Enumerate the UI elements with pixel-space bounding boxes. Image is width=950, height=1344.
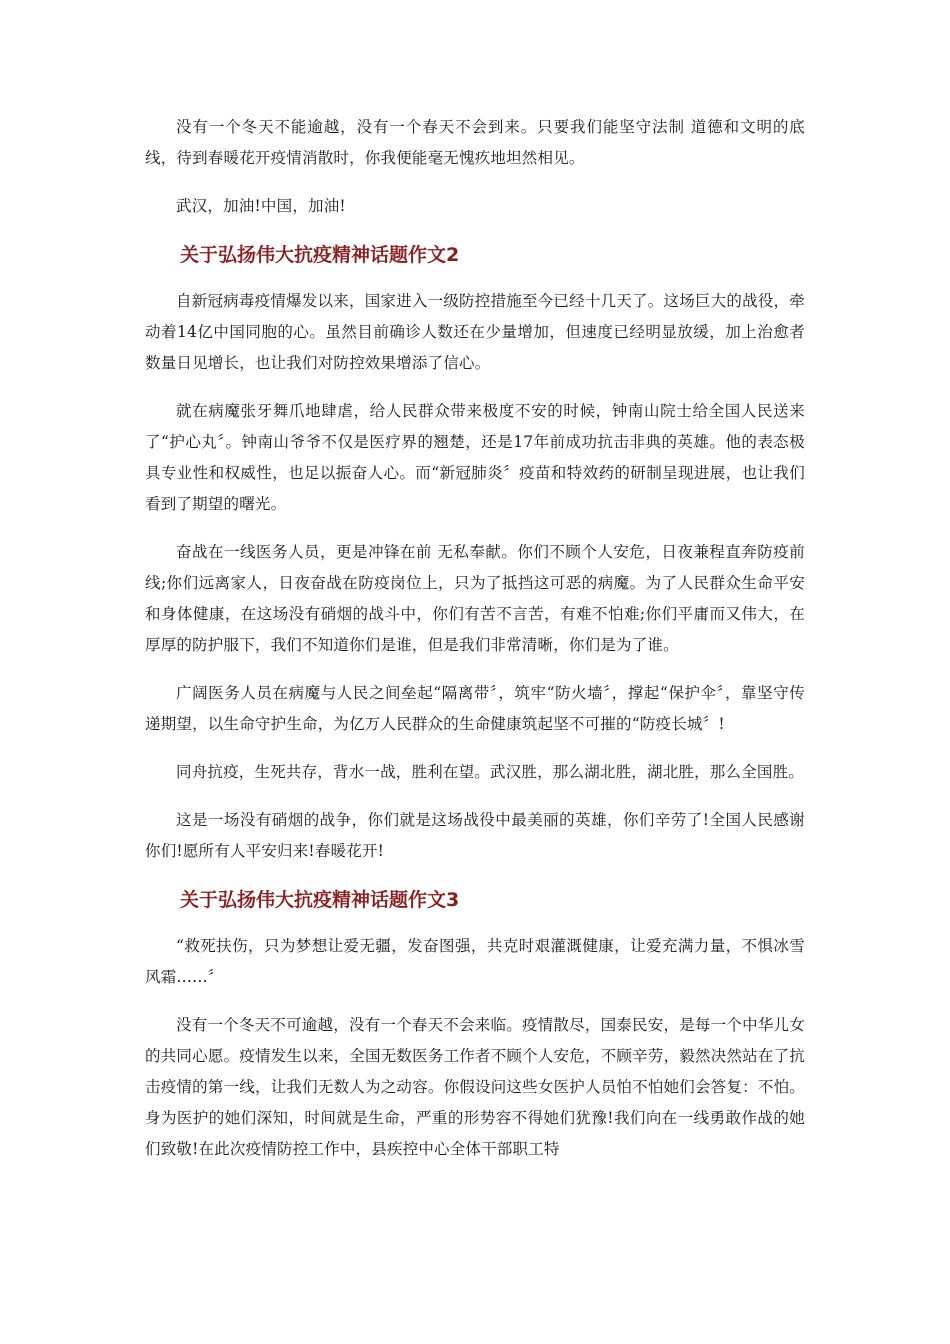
paragraph: 同舟抗疫，生死共存，背水一战，胜利在望。武汉胜，那么湖北胜，湖北胜，那么全国胜。 bbox=[176, 763, 805, 781]
paragraph: “救死扶伤，只为梦想让爱无疆，发奋图强，共克时艰灌溉健康，让爱充满力量，不惧冰雪风霜……〞 bbox=[145, 937, 805, 986]
paragraph: 广阔医务人员在病魔与人民之间垒起“隔离带〞，筑牢“防火墙〞，撑起“保护伞〞，靠坚守传递期望，以生命守护生命，为亿万人民群众的生命健康筑起坚不可摧的“防疫长城〞! bbox=[145, 684, 805, 733]
paragraph: 就在病魔张牙舞爪地肆虐，给人民群众带来极度不安的时候，钟南山院士给全国人民送来了“护心丸〞。钟南山爷爷不仅是医疗界的翘楚，还是17年前成功抗击非典的英雄。他的表态极具专业性和权威性，也足以振奋人心。而“新冠肺炎〞疫苗和特效药的研制呈现进展，也让我们看到了期望的曙光。 bbox=[145, 402, 805, 513]
section-heading: 关于弘扬伟大抗疫精神话题作文2 bbox=[180, 244, 460, 266]
document-page bbox=[145, 112, 805, 1182]
paragraph: 没有一个冬天不能逾越，没有一个春天不会到来。只要我们能坚守法制 道德和文明的底线，待到春暖花开疫情消散时，你我便能毫无愧疚地坦然相见。 bbox=[145, 118, 805, 167]
paragraph: 没有一个冬天不可逾越，没有一个春天不会来临。疫情散尽，国泰民安，是每一个中华儿女的共同心愿。疫情发生以来，全国无数医务工作者不顾个人安危，不顾辛劳，毅然决然站在了抗击疫情的第一线，让我们无数人为之动容。你假设问这些女医护人员怕不怕她们会答复：不怕。身为医护的她们深知，时间就是生命，严重的形势容不得她们犹豫!我们向在一线勇敢作战的她们致敬!在此次疫情防控工作中，县疾控中心全体干部职工特 bbox=[145, 1016, 805, 1158]
paragraph: 奋战在一线医务人员，更是冲锋在前 无私奉献。你们不顾个人安危，日夜兼程直奔防疫前线;你们远离家人，日夜奋战在防疫岗位上，只为了抵挡这可恶的病魔。为了人民群众生命平安和身体健康，在这场没有硝烟的战斗中，你们有苦不言苦，有难不怕难;你们平庸而又伟大，在厚厚的防护服下，我们不知道你们是谁，但是我们非常清晰，你们是为了谁。 bbox=[145, 543, 805, 654]
paragraph: 自新冠病毒疫情爆发以来，国家进入一级防控措施至今已经十几天了。这场巨大的战役，牵动着14亿中国同胞的心。虽然目前确诊人数还在少量增加，但速度已经明显放缓，加上治愈者数量日见增长，也让我们对防控效果增添了信心。 bbox=[145, 292, 805, 372]
section-heading: 关于弘扬伟大抗疫精神话题作文3 bbox=[180, 889, 460, 911]
paragraph: 这是一场没有硝烟的战争，你们就是这场战役中最美丽的英雄，你们辛劳了!全国人民感谢你们!愿所有人平安归来!春暖花开! bbox=[145, 811, 805, 860]
paragraph: 武汉，加油!中国，加油! bbox=[176, 197, 346, 215]
